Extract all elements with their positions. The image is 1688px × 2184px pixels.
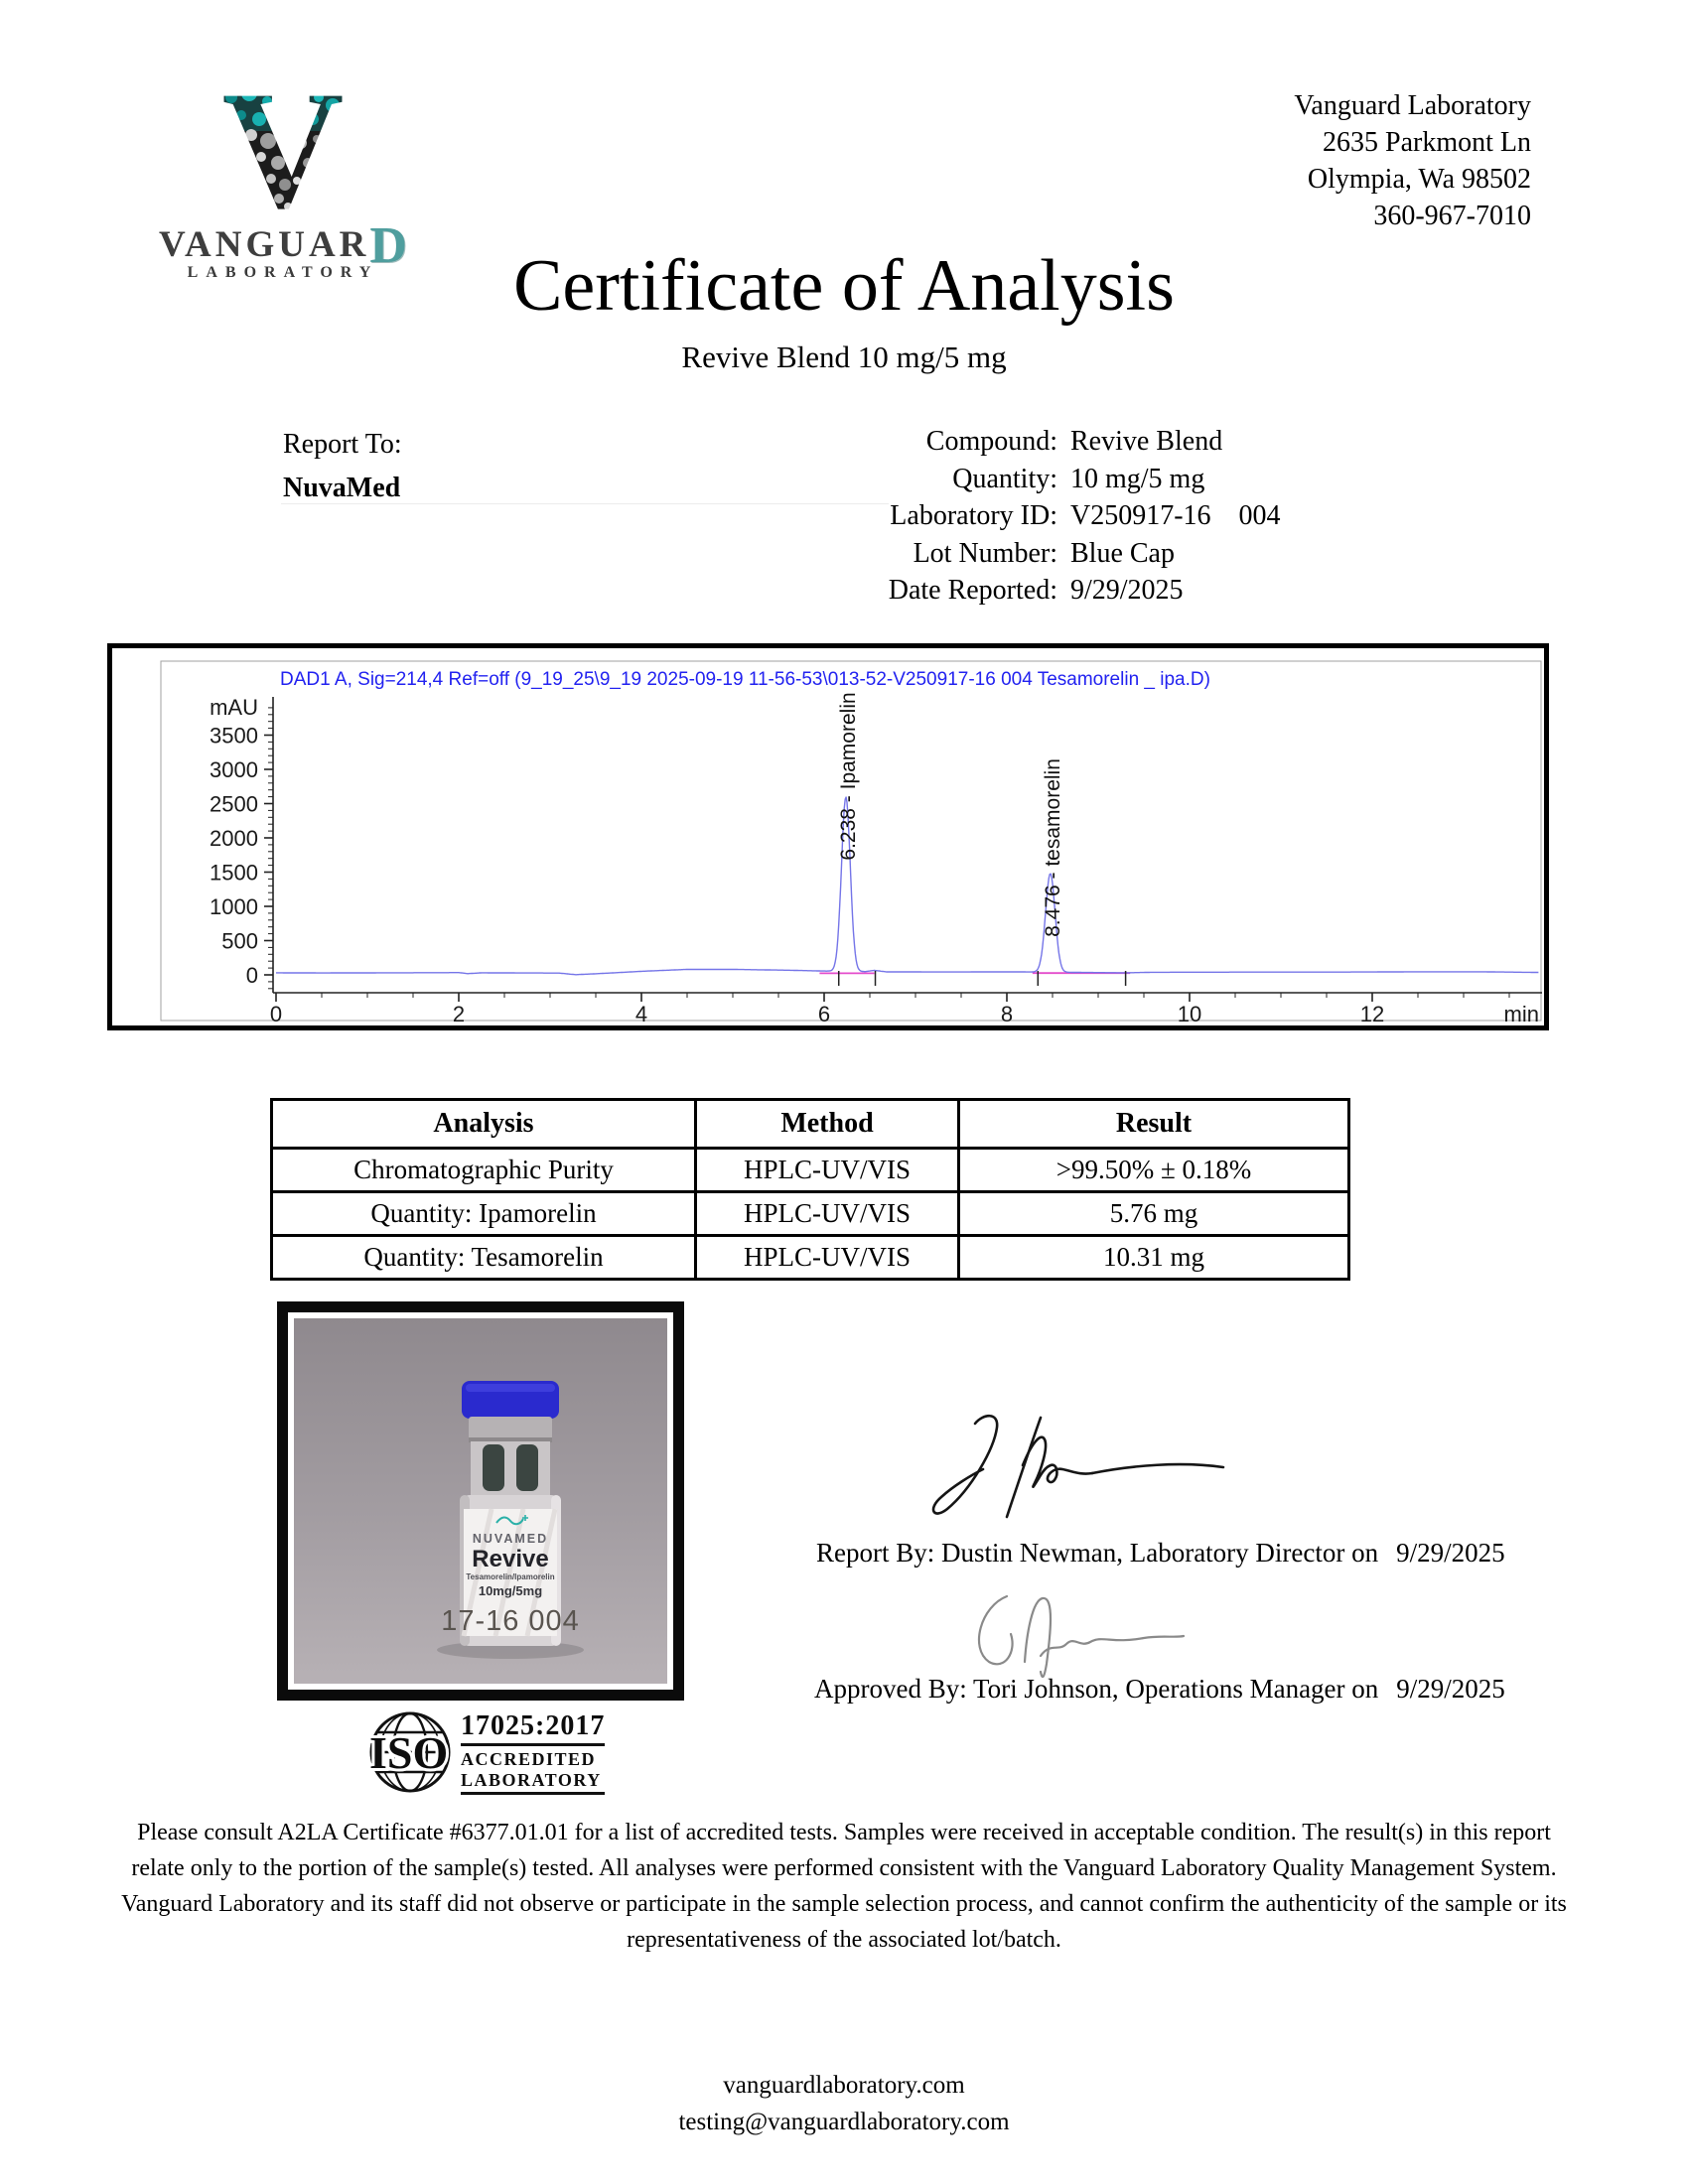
sample-info-block — [685, 423, 1281, 610]
address-line: 2635 Parkmont Ln — [1323, 127, 1531, 158]
y-tick-label: 2500 — [210, 791, 258, 817]
table-header-row — [272, 1100, 1349, 1149]
field-value: 10 mg/5 mg — [1070, 463, 1205, 494]
vial-dose: 10mg/5mg — [478, 1583, 543, 1598]
lab-address-block — [1294, 87, 1531, 234]
report-to-label: Report To: — [283, 429, 402, 460]
cell-method: HPLC-UV/VIS — [696, 1192, 959, 1236]
y-axis-unit: mAU — [210, 695, 258, 720]
page-footer — [0, 2067, 1688, 2140]
page-title: Certificate of Analysis — [513, 245, 1175, 327]
info-row-compound — [685, 423, 1281, 461]
y-tick-label: 1000 — [210, 894, 258, 919]
col-header-result: Result — [959, 1100, 1349, 1149]
disclaimer-text: Please consult A2LA Certificate #6377.01.01 for a list of accredited tests. Samples were received in acceptable condition. The result(s) in this report relate only to the portion of the sample(s) tested. All analyses were performed consistent with the Vanguard Laboratory Quality Management System. Vanguard Laboratory and its staff did not observe or participate in the sample selection process, and cannot confirm the authenticity of the sample or its representativeness of the associated lot/batch. — [121, 1820, 1567, 1953]
x-tick-label: 12 — [1359, 1002, 1385, 1026]
x-axis-unit: min — [1503, 1002, 1539, 1026]
results-table — [270, 1098, 1350, 1281]
y-tick-label: 500 — [221, 928, 258, 954]
approved-by-date: 9/29/2025 — [1396, 1674, 1505, 1704]
iso-standard: 17025:2017 — [461, 1710, 605, 1746]
info-row-lot — [685, 535, 1281, 573]
info-row-date — [685, 572, 1281, 610]
report-to-block — [283, 423, 402, 510]
y-tick-label: 0 — [245, 963, 258, 988]
cell-result: 10.31 mg — [959, 1236, 1349, 1280]
chromatogram-panel — [107, 643, 1549, 1030]
field-value: Revive Blend — [1070, 426, 1223, 457]
cell-analysis: Chromatographic Purity — [272, 1149, 696, 1192]
col-header-method: Method — [696, 1100, 959, 1149]
info-row-quantity — [685, 461, 1281, 498]
cell-method: HPLC-UV/VIS — [696, 1149, 959, 1192]
vial-illustration — [294, 1318, 667, 1684]
iso-text: ISO — [369, 1727, 449, 1778]
cell-method: HPLC-UV/VIS — [696, 1236, 959, 1280]
cell-result: >99.50% ± 0.18% — [959, 1149, 1349, 1192]
field-label: Quantity: — [952, 463, 1057, 494]
director-signature — [923, 1406, 1251, 1535]
y-tick-label: 1500 — [210, 860, 258, 886]
address-line: Olympia, Wa 98502 — [1307, 164, 1531, 195]
field-value: 9/29/2025 — [1070, 575, 1184, 607]
approver-signature — [961, 1578, 1229, 1683]
vanguard-v-icon — [194, 60, 372, 223]
report-by-line — [816, 1538, 1505, 1569]
footer-website: vanguardlaboratory.com — [723, 2072, 965, 2099]
info-row-lab-id — [685, 497, 1281, 535]
approved-by-line — [814, 1674, 1505, 1705]
field-label: Date Reported: — [888, 575, 1057, 607]
report-to-value: NuvaMed — [283, 473, 401, 503]
logo-subtitle: LABORATORY — [187, 264, 379, 281]
cell-analysis: Quantity: Tesamorelin — [272, 1236, 696, 1280]
iso-accredited: ACCREDITED — [461, 1748, 597, 1769]
peak-label: 6.238 - Ipamorelin — [836, 692, 860, 861]
table-row — [272, 1149, 1349, 1192]
x-tick-label: 2 — [452, 1002, 466, 1026]
vial-brand: NUVAMED — [472, 1532, 549, 1546]
x-tick-label: 8 — [1000, 1002, 1014, 1026]
col-header-analysis: Analysis — [272, 1100, 696, 1149]
iso-globe-icon — [365, 1707, 455, 1797]
approved-by-text: Approved By: Tori Johnson, Operations Manager on — [814, 1674, 1379, 1704]
y-tick-label: 3000 — [210, 757, 258, 782]
footer-email: testing@vanguardlaboratory.com — [678, 2109, 1010, 2135]
iso-laboratory: LABORATORY — [461, 1770, 605, 1795]
y-tick-label: 2000 — [210, 826, 258, 851]
y-tick-label: 3500 — [210, 723, 258, 749]
product-photo-frame — [277, 1301, 684, 1701]
x-tick-label: 0 — [269, 1002, 283, 1026]
page-subtitle: Revive Blend 10 mg/5 mg — [681, 340, 1007, 374]
x-tick-label: 10 — [1177, 1002, 1202, 1026]
chart-title: DAD1 A, Sig=214,4 Ref=off (9_19_25\9_19 2025-09-19 11-56-53\013-52-V250917-16 004 Tesamorelin _ ipa.D) — [280, 669, 1210, 690]
x-tick-label: 6 — [817, 1002, 831, 1026]
iso-badge-text — [461, 1710, 605, 1795]
field-label: Laboratory ID: — [890, 500, 1057, 532]
report-by-date: 9/29/2025 — [1396, 1538, 1505, 1568]
table-row — [272, 1192, 1349, 1236]
field-label: Lot Number: — [913, 537, 1057, 569]
iso-accreditation-badge — [365, 1707, 605, 1797]
report-by-text: Report By: Dustin Newman, Laboratory Director on — [816, 1538, 1379, 1568]
logo-word-main: VANGUAR — [159, 224, 370, 265]
x-tick-label: 4 — [634, 1002, 648, 1026]
vial-photo — [294, 1318, 667, 1684]
logo-word-d: D — [369, 217, 407, 274]
vial-lot-number: 17-16 004 — [441, 1605, 580, 1637]
cell-result: 5.76 mg — [959, 1192, 1349, 1236]
field-value: Blue Cap — [1070, 537, 1175, 569]
address-line: 360-967-7010 — [1373, 201, 1531, 231]
field-value: V250917-16 004 — [1070, 500, 1281, 532]
vial-product: Revive — [472, 1546, 549, 1572]
vial-compound: Tesamorelin/Ipamorelin — [466, 1572, 555, 1581]
field-label: Compound: — [925, 426, 1057, 457]
peak-label: 8.476 - tesamorelin — [1041, 758, 1064, 937]
hplc-chromatogram — [107, 643, 1549, 1030]
cell-analysis: Quantity: Ipamorelin — [272, 1192, 696, 1236]
table-row — [272, 1236, 1349, 1280]
address-line: Vanguard Laboratory — [1294, 90, 1531, 121]
